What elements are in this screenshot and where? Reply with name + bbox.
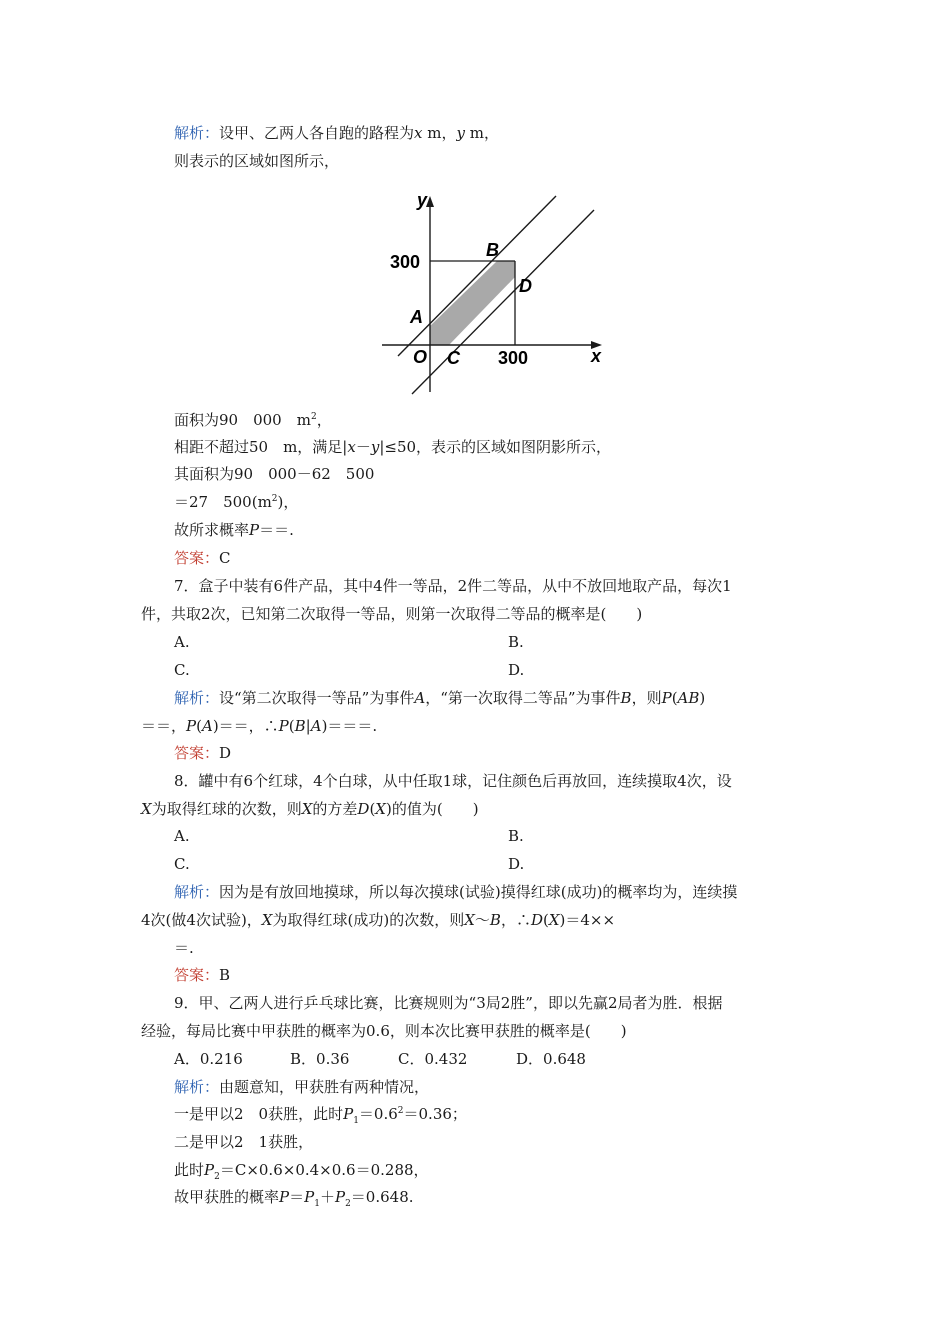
q6-answer: 答案：C xyxy=(174,549,231,567)
q8-option-d: D. xyxy=(508,855,525,873)
q9-solution-line-1: 解析：由题意知，甲获胜有两种情况， xyxy=(174,1078,430,1096)
q9-stem-line-1: 9．甲、乙两人进行乒乓球比赛，比赛规则为“3局2胜”，即以先赢2局者为胜．根据 xyxy=(174,994,723,1012)
q7-option-d: D. xyxy=(508,661,525,679)
q8-option-a: A. xyxy=(174,827,190,845)
q9-solution-line-2: 一是甲以2 0获胜，此时$P_1=0.6^2=0.36$； xyxy=(174,1105,467,1126)
label-x: x xyxy=(591,346,602,366)
q8-option-c: C. xyxy=(174,855,190,873)
q8-answer: 答案：B xyxy=(174,966,231,984)
label-y: y xyxy=(417,190,428,210)
q6-solution-line-2: 则表示的区域如图所示， xyxy=(174,152,340,170)
label-300-x: 300 xyxy=(498,348,529,368)
q8-solution-line-3: ＝. xyxy=(174,939,194,957)
q8-solution-line-1: 解析：因为是有放回地摸球，所以每次摸球(试验)摸得红球(成功)的概率均为，连续摸 xyxy=(174,883,738,901)
label-O: O xyxy=(413,347,428,367)
q9-option-a: A．0.216 xyxy=(174,1050,243,1068)
solution-label: 解析： xyxy=(174,124,220,142)
q9-solution-line-5: 故甲获胜的概率$P=P_1+P_2=0.648$. xyxy=(174,1188,414,1209)
q6-shade-result-line: ＝27 $500(m^2)$， xyxy=(174,493,299,511)
q7-option-c: C. xyxy=(174,661,190,679)
q9-stem-line-2: 经验，每局比赛中甲获胜的概率为0.6，则本次比赛甲获胜的概率是( ) xyxy=(141,1022,627,1040)
q7-stem-line-2: 件，共取2次，已知第二次取得一等品，则第一次取得二等品的概率是( ) xyxy=(141,605,643,623)
q7-answer: 答案：D xyxy=(174,744,232,762)
q6-shade-area-line: 其面积为90 000－62 500 xyxy=(174,465,375,483)
q7-option-a: A. xyxy=(174,633,190,651)
q8-stem-line-1: 8．罐中有6个红球，4个白球，从中任取1球，记住颜色后再放回，连续摸取4次，设 xyxy=(174,772,732,790)
q7-stem-line-1: 7．盒子中装有6件产品，其中4件一等品，2件二等品，从中不放回地取产品，每次1 xyxy=(174,577,732,595)
q8-stem-line-2: X为取得红球的次数，则X的方差D(X)的值为( ) xyxy=(141,800,479,818)
label-C: C xyxy=(447,348,460,368)
boundary-line-upper xyxy=(398,196,556,356)
q9-option-b: B．0.36 xyxy=(290,1050,350,1068)
label-A: A xyxy=(410,307,423,327)
q6-solution-line-1: 解析：设甲、乙两人各自跑的路程为x m，y m， xyxy=(174,124,500,142)
label-300-y: 300 xyxy=(390,252,421,272)
q8-solution-line-2: 4次(做4次试验)，X为取得红球(成功)的次数，则X～B，∴D(X)＝4×× xyxy=(141,911,616,929)
q6-area-line: 面积为90 000 $m^2$， xyxy=(174,411,332,429)
q9-solution-line-3: 二是甲以2 1获胜， xyxy=(174,1133,314,1151)
q7-option-b: B. xyxy=(508,633,524,651)
q8-option-b: B. xyxy=(508,827,524,845)
q9-option-d: D．0.648 xyxy=(516,1050,586,1068)
y-axis-arrow-icon xyxy=(426,196,434,207)
label-D: D xyxy=(519,276,532,296)
q6-distance-line: 相距不超过50 m，满足|x－y|≤50，表示的区域如图阴影所示， xyxy=(174,438,612,456)
q6-probability-line: 故所求概率P＝＝. xyxy=(174,521,294,539)
region-figure xyxy=(380,186,620,398)
q7-solution-line-2: ＝＝，P(A)＝＝，∴P(B|A)＝＝＝. xyxy=(141,717,378,735)
q9-option-c: C．0.432 xyxy=(398,1050,468,1068)
q9-solution-line-4: 此时$P_2=C\times 0.6\times 0.4\times 0.6=0.288$， xyxy=(174,1161,429,1182)
label-B: B xyxy=(486,240,499,260)
q7-solution-line-1: 解析：设“第二次取得一等品”为事件A，“第一次取得二等品”为事件B，则P(AB) xyxy=(174,689,706,707)
